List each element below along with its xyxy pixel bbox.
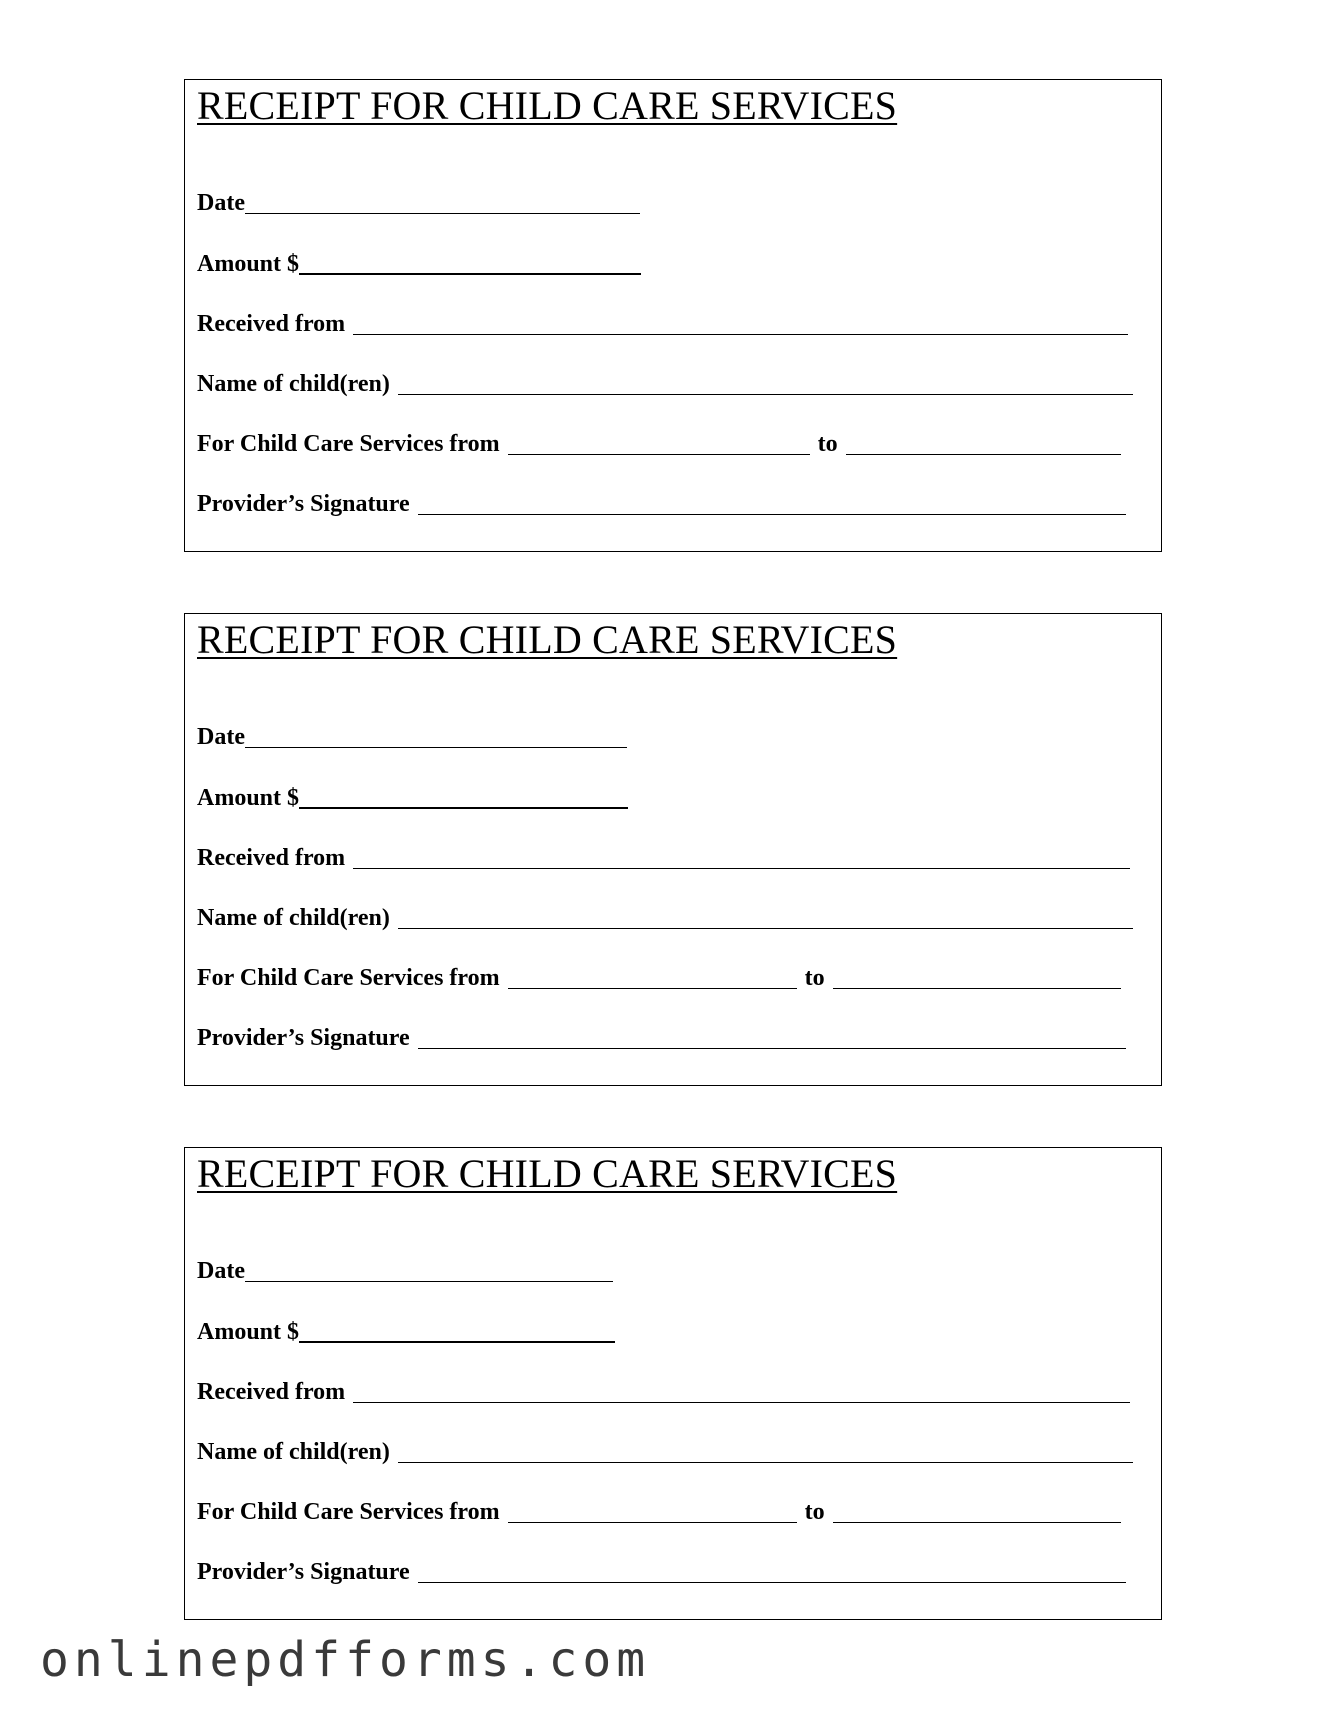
received-from-row	[197, 306, 1128, 338]
signature-label: Provider’s Signature	[197, 491, 410, 517]
services-from-field[interactable]	[508, 966, 797, 989]
children-label: Name of child(ren)	[197, 905, 390, 931]
amount-row	[197, 1314, 615, 1346]
signature-row	[197, 1020, 1126, 1052]
amount-row	[197, 246, 641, 278]
services-from-label: For Child Care Services from	[197, 965, 500, 991]
services-period-row	[197, 1494, 1121, 1526]
received-from-field[interactable]	[353, 846, 1130, 869]
children-field[interactable]	[398, 906, 1133, 929]
receipt-form-2	[184, 613, 1162, 1086]
signature-label: Provider’s Signature	[197, 1559, 410, 1585]
signature-field[interactable]	[418, 1560, 1126, 1583]
received-from-row	[197, 1374, 1130, 1406]
services-to-field[interactable]	[833, 1500, 1121, 1523]
services-period-row	[197, 426, 1121, 458]
received-from-label: Received from	[197, 1379, 346, 1405]
amount-label: Amount $	[197, 785, 300, 811]
services-to-label: to	[817, 431, 838, 457]
date-field[interactable]	[245, 191, 640, 214]
receipt-title: RECEIPT FOR CHILD CARE SERVICES	[197, 1151, 898, 1196]
received-from-row	[197, 840, 1130, 872]
amount-field[interactable]	[299, 785, 628, 809]
received-from-field[interactable]	[353, 1380, 1130, 1403]
children-row	[197, 1434, 1133, 1466]
children-label: Name of child(ren)	[197, 1439, 390, 1465]
signature-label: Provider’s Signature	[197, 1025, 410, 1051]
watermark-text: onlinepdfforms.com	[40, 1632, 651, 1688]
receipt-form-1	[184, 79, 1162, 552]
signature-field[interactable]	[418, 492, 1126, 515]
services-from-field[interactable]	[508, 432, 810, 455]
signature-row	[197, 486, 1126, 518]
children-field[interactable]	[398, 1440, 1133, 1463]
amount-label: Amount $	[197, 1319, 300, 1345]
services-from-label: For Child Care Services from	[197, 1499, 500, 1525]
amount-field[interactable]	[299, 251, 641, 275]
services-from-field[interactable]	[508, 1500, 797, 1523]
date-label: Date	[197, 1258, 245, 1284]
signature-field[interactable]	[418, 1026, 1126, 1049]
children-row	[197, 366, 1133, 398]
date-row	[197, 719, 627, 751]
date-label: Date	[197, 190, 245, 216]
services-to-field[interactable]	[846, 432, 1121, 455]
amount-label: Amount $	[197, 251, 300, 277]
received-from-field[interactable]	[353, 312, 1128, 335]
receipt-form-3	[184, 1147, 1162, 1620]
children-row	[197, 900, 1133, 932]
receipt-title: RECEIPT FOR CHILD CARE SERVICES	[197, 617, 898, 662]
services-to-field[interactable]	[833, 966, 1121, 989]
services-to-label: to	[804, 965, 825, 991]
signature-row	[197, 1554, 1126, 1586]
date-row	[197, 185, 640, 217]
services-from-label: For Child Care Services from	[197, 431, 500, 457]
receipt-title: RECEIPT FOR CHILD CARE SERVICES	[197, 83, 898, 128]
services-to-label: to	[804, 1499, 825, 1525]
services-period-row	[197, 960, 1121, 992]
received-from-label: Received from	[197, 311, 346, 337]
received-from-label: Received from	[197, 845, 346, 871]
amount-field[interactable]	[299, 1319, 615, 1343]
date-row	[197, 1253, 613, 1285]
date-label: Date	[197, 724, 245, 750]
children-label: Name of child(ren)	[197, 371, 390, 397]
date-field[interactable]	[245, 1259, 613, 1282]
amount-row	[197, 780, 628, 812]
date-field[interactable]	[245, 725, 627, 748]
children-field[interactable]	[398, 372, 1133, 395]
